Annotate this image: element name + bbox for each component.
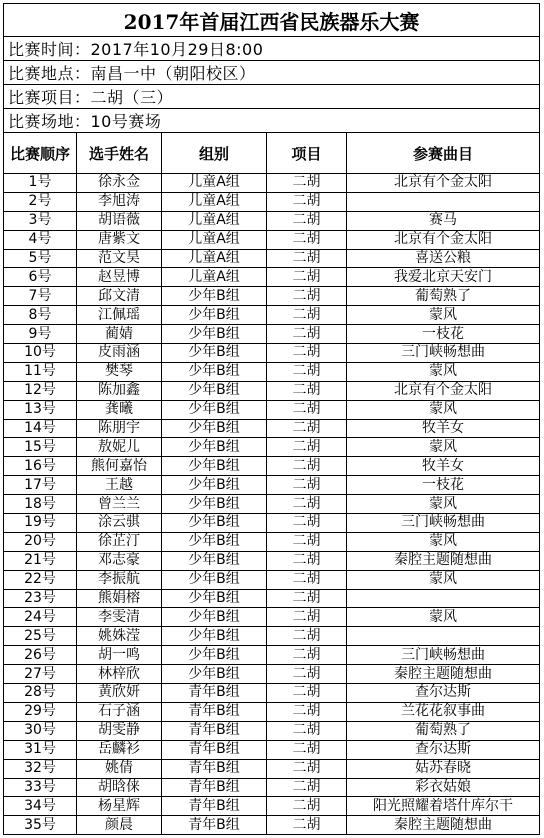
piece-cell: 三门峡畅想曲 (347, 514, 540, 533)
name-cell: 敖妮儿 (77, 438, 162, 457)
event-cell: 二胡 (267, 721, 347, 740)
table-row (4, 230, 540, 249)
order-cell: 35号 (4, 816, 77, 835)
event-cell: 二胡 (267, 192, 347, 211)
table-row (4, 740, 540, 759)
column-header-group: 组别 (162, 133, 267, 174)
piece-cell: 牧羊女 (347, 457, 540, 476)
schedule-table (3, 3, 540, 835)
name-cell: 黄欣妍 (77, 684, 162, 703)
group-cell: 少年B组 (162, 438, 267, 457)
group-cell: 少年B组 (162, 646, 267, 665)
group-cell: 少年B组 (162, 627, 267, 646)
piece-cell: 彩衣姑娘 (347, 778, 540, 797)
name-cell: 李旭涛 (77, 192, 162, 211)
name-cell: 曾兰兰 (77, 495, 162, 514)
event-cell: 二胡 (267, 608, 347, 627)
piece-cell: 葡萄熟了 (347, 287, 540, 306)
group-cell: 少年B组 (162, 532, 267, 551)
order-cell: 14号 (4, 419, 77, 438)
group-cell: 少年B组 (162, 476, 267, 495)
name-cell: 涂云骐 (77, 514, 162, 533)
event-cell: 二胡 (267, 230, 347, 249)
order-cell: 32号 (4, 759, 77, 778)
order-cell: 31号 (4, 740, 77, 759)
table-row (4, 362, 540, 381)
event-cell: 二胡 (267, 570, 347, 589)
order-cell: 1号 (4, 174, 77, 193)
order-cell: 23号 (4, 589, 77, 608)
order-cell: 26号 (4, 646, 77, 665)
table-row (4, 551, 540, 570)
order-cell: 13号 (4, 400, 77, 419)
table-row (4, 192, 540, 211)
table-row (4, 778, 540, 797)
name-cell: 范文昊 (77, 249, 162, 268)
order-cell: 17号 (4, 476, 77, 495)
event-cell: 二胡 (267, 589, 347, 608)
event-cell: 二胡 (267, 759, 347, 778)
order-cell: 34号 (4, 797, 77, 816)
table-row (4, 381, 540, 400)
event-cell: 二胡 (267, 400, 347, 419)
table-header-row (4, 133, 540, 174)
group-cell: 少年B组 (162, 514, 267, 533)
event-cell: 二胡 (267, 174, 347, 193)
event-cell: 二胡 (267, 816, 347, 835)
table-row (4, 325, 540, 344)
piece-cell: 兰花花叙事曲 (347, 702, 540, 721)
info-venue: 比赛地点：南昌一中（朝阳校区） (4, 61, 540, 85)
group-cell: 青年B组 (162, 684, 267, 703)
piece-cell: 赛马 (347, 211, 540, 230)
event-cell: 二胡 (267, 495, 347, 514)
event-cell: 二胡 (267, 646, 347, 665)
order-cell: 24号 (4, 608, 77, 627)
piece-cell (347, 627, 540, 646)
order-cell: 29号 (4, 702, 77, 721)
group-cell: 少年B组 (162, 608, 267, 627)
order-cell: 12号 (4, 381, 77, 400)
piece-cell: 秦腔主题随想曲 (347, 665, 540, 684)
column-header-event: 项目 (267, 133, 347, 174)
event-cell: 二胡 (267, 306, 347, 325)
piece-cell: 查尔达斯 (347, 740, 540, 759)
group-cell: 少年B组 (162, 362, 267, 381)
group-cell: 少年B组 (162, 419, 267, 438)
table-row (4, 702, 540, 721)
group-cell: 儿童A组 (162, 268, 267, 287)
table-row (4, 721, 540, 740)
order-cell: 4号 (4, 230, 77, 249)
event-cell: 二胡 (267, 287, 347, 306)
name-cell: 李雯清 (77, 608, 162, 627)
group-cell: 少年B组 (162, 665, 267, 684)
table-row (4, 627, 540, 646)
piece-cell: 查尔达斯 (347, 684, 540, 703)
piece-cell: 三门峡畅想曲 (347, 344, 540, 363)
group-cell: 青年B组 (162, 759, 267, 778)
name-cell: 林梓欣 (77, 665, 162, 684)
order-cell: 5号 (4, 249, 77, 268)
order-cell: 21号 (4, 551, 77, 570)
order-cell: 3号 (4, 211, 77, 230)
name-cell: 胡晗俫 (77, 778, 162, 797)
event-cell: 二胡 (267, 362, 347, 381)
name-cell: 石子涵 (77, 702, 162, 721)
name-cell: 杨星辉 (77, 797, 162, 816)
name-cell: 胡语薇 (77, 211, 162, 230)
group-cell: 少年B组 (162, 589, 267, 608)
order-cell: 20号 (4, 532, 77, 551)
table-row (4, 457, 540, 476)
name-cell: 姚倩 (77, 759, 162, 778)
group-cell: 青年B组 (162, 778, 267, 797)
order-cell: 7号 (4, 287, 77, 306)
group-cell: 少年B组 (162, 325, 267, 344)
info-time: 比赛时间：2017年10月29日8:00 (4, 37, 540, 61)
table-row (4, 589, 540, 608)
name-cell: 赵昱博 (77, 268, 162, 287)
group-cell: 儿童A组 (162, 192, 267, 211)
event-cell: 二胡 (267, 344, 347, 363)
event-cell: 二胡 (267, 457, 347, 476)
column-header-piece: 参赛曲目 (347, 133, 540, 174)
order-cell: 10号 (4, 344, 77, 363)
table-row (4, 438, 540, 457)
event-cell: 二胡 (267, 665, 347, 684)
event-cell: 二胡 (267, 684, 347, 703)
column-header-order: 比赛顺序 (4, 133, 77, 174)
event-cell: 二胡 (267, 514, 347, 533)
name-cell: 邱文清 (77, 287, 162, 306)
piece-cell: 秦腔主题随想曲 (347, 551, 540, 570)
group-cell: 少年B组 (162, 495, 267, 514)
name-cell: 樊琴 (77, 362, 162, 381)
table-row (4, 249, 540, 268)
event-cell: 二胡 (267, 325, 347, 344)
order-cell: 18号 (4, 495, 77, 514)
name-cell: 李振航 (77, 570, 162, 589)
name-cell: 蔺婧 (77, 325, 162, 344)
table-row (4, 344, 540, 363)
order-cell: 19号 (4, 514, 77, 533)
piece-cell: 姑苏春晓 (347, 759, 540, 778)
group-cell: 少年B组 (162, 570, 267, 589)
info-event: 比赛项目：二胡（三） (4, 85, 540, 109)
table-row (4, 570, 540, 589)
group-cell: 少年B组 (162, 381, 267, 400)
piece-cell: 蒙风 (347, 306, 540, 325)
piece-cell: 喜送公粮 (347, 249, 540, 268)
group-cell: 少年B组 (162, 287, 267, 306)
table-row (4, 268, 540, 287)
order-cell: 8号 (4, 306, 77, 325)
name-cell: 唐紫文 (77, 230, 162, 249)
name-cell: 江佩瑶 (77, 306, 162, 325)
event-cell: 二胡 (267, 797, 347, 816)
piece-cell: 一枝花 (347, 476, 540, 495)
name-cell: 颜晨 (77, 816, 162, 835)
event-cell: 二胡 (267, 778, 347, 797)
piece-cell: 三门峡畅想曲 (347, 646, 540, 665)
event-cell: 二胡 (267, 419, 347, 438)
name-cell: 陈朋宇 (77, 419, 162, 438)
order-cell: 16号 (4, 457, 77, 476)
piece-cell: 北京有个金太阳 (347, 174, 540, 193)
table-row (4, 646, 540, 665)
column-header-name: 选手姓名 (77, 133, 162, 174)
piece-cell (347, 589, 540, 608)
name-cell: 熊何嘉怡 (77, 457, 162, 476)
event-cell: 二胡 (267, 211, 347, 230)
group-cell: 少年B组 (162, 306, 267, 325)
name-cell: 陈加鑫 (77, 381, 162, 400)
name-cell: 皮雨涵 (77, 344, 162, 363)
group-cell: 青年B组 (162, 816, 267, 835)
piece-cell: 蒙风 (347, 570, 540, 589)
order-cell: 11号 (4, 362, 77, 381)
piece-cell: 蒙风 (347, 400, 540, 419)
name-cell: 徐永佥 (77, 174, 162, 193)
table-row (4, 608, 540, 627)
group-cell: 儿童A组 (162, 211, 267, 230)
name-cell: 胡一鸣 (77, 646, 162, 665)
group-cell: 少年B组 (162, 457, 267, 476)
group-cell: 少年B组 (162, 400, 267, 419)
piece-cell: 北京有个金太阳 (347, 381, 540, 400)
table-row (4, 816, 540, 835)
piece-cell: 蒙风 (347, 532, 540, 551)
group-cell: 儿童A组 (162, 249, 267, 268)
name-cell: 胡雯静 (77, 721, 162, 740)
table-row (4, 532, 540, 551)
info-stage: 比赛场地：10号赛场 (4, 109, 540, 133)
event-cell: 二胡 (267, 740, 347, 759)
table-row (4, 514, 540, 533)
table-row (4, 287, 540, 306)
table-row (4, 211, 540, 230)
order-cell: 27号 (4, 665, 77, 684)
event-cell: 二胡 (267, 627, 347, 646)
table-row (4, 400, 540, 419)
group-cell: 儿童A组 (162, 174, 267, 193)
table-row (4, 174, 540, 193)
order-cell: 6号 (4, 268, 77, 287)
order-cell: 15号 (4, 438, 77, 457)
event-cell: 二胡 (267, 551, 347, 570)
order-cell: 9号 (4, 325, 77, 344)
group-cell: 青年B组 (162, 797, 267, 816)
group-cell: 青年B组 (162, 721, 267, 740)
event-cell: 二胡 (267, 268, 347, 287)
name-cell: 熊娟榕 (77, 589, 162, 608)
event-cell: 二胡 (267, 381, 347, 400)
name-cell: 邓志豪 (77, 551, 162, 570)
piece-cell: 葡萄熟了 (347, 721, 540, 740)
event-cell: 二胡 (267, 249, 347, 268)
table-row (4, 419, 540, 438)
group-cell: 儿童A组 (162, 230, 267, 249)
schedule-sheet (3, 3, 539, 835)
event-cell: 二胡 (267, 532, 347, 551)
group-cell: 少年B组 (162, 344, 267, 363)
piece-cell: 北京有个金太阳 (347, 230, 540, 249)
table-row (4, 495, 540, 514)
name-cell: 徐芷汀 (77, 532, 162, 551)
piece-cell: 蒙风 (347, 495, 540, 514)
table-row (4, 306, 540, 325)
table-row (4, 665, 540, 684)
order-cell: 28号 (4, 684, 77, 703)
group-cell: 少年B组 (162, 551, 267, 570)
piece-cell: 蒙风 (347, 438, 540, 457)
event-cell: 二胡 (267, 702, 347, 721)
order-cell: 22号 (4, 570, 77, 589)
piece-cell: 一枝花 (347, 325, 540, 344)
table-row (4, 759, 540, 778)
table-row (4, 684, 540, 703)
order-cell: 2号 (4, 192, 77, 211)
page-title: 2017年首届江西省民族器乐大赛 (4, 4, 540, 37)
order-cell: 30号 (4, 721, 77, 740)
piece-cell: 牧羊女 (347, 419, 540, 438)
piece-cell: 秦腔主题随想曲 (347, 816, 540, 835)
piece-cell (347, 192, 540, 211)
table-row (4, 797, 540, 816)
piece-cell: 阳光照耀着塔什库尔干 (347, 797, 540, 816)
name-cell: 王越 (77, 476, 162, 495)
piece-cell: 我爱北京天安门 (347, 268, 540, 287)
name-cell: 姚姝滢 (77, 627, 162, 646)
group-cell: 青年B组 (162, 702, 267, 721)
name-cell: 岳麟衫 (77, 740, 162, 759)
order-cell: 25号 (4, 627, 77, 646)
name-cell: 龚曦 (77, 400, 162, 419)
piece-cell: 蒙风 (347, 362, 540, 381)
group-cell: 青年B组 (162, 740, 267, 759)
event-cell: 二胡 (267, 438, 347, 457)
table-row (4, 476, 540, 495)
order-cell: 33号 (4, 778, 77, 797)
event-cell: 二胡 (267, 476, 347, 495)
piece-cell: 蒙风 (347, 608, 540, 627)
